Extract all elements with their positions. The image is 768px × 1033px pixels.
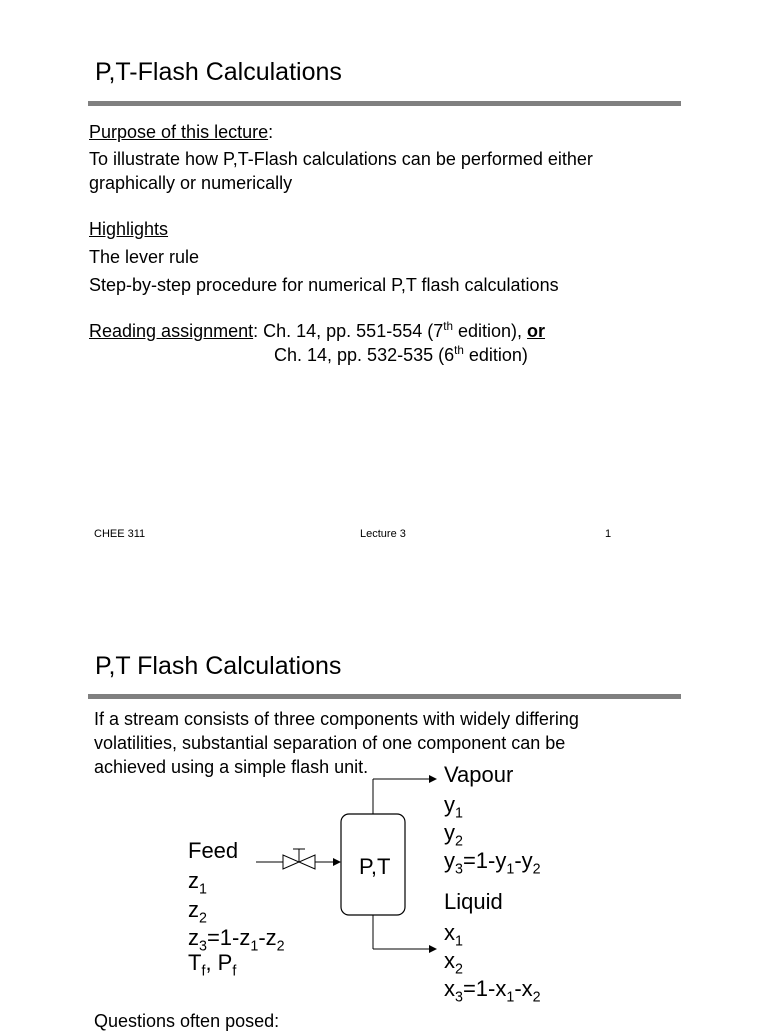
ordinal-sup: th [454,344,464,357]
highlight-item: Step-by-step procedure for numerical P,T flash calculations [89,275,559,295]
feed-z3: $z_3=1-z_1-z_2$ [188,925,285,955]
questions-text: Questions often posed: [94,1011,280,1031]
liquid-x2: $x_2$ [444,948,463,978]
footer-page-number: 1 [605,528,612,540]
feed-conditions: $T_f$, $P_f$ [188,950,237,980]
unit-label: P,T [359,854,391,879]
ordinal-sup: th [443,320,453,333]
intro-line-3: achieved using a simple flash unit. [94,757,369,777]
footer-course: CHEE 311 [94,528,146,540]
liquid-x3: $x_3=1-x_1-x_2$ [444,976,541,1006]
reading-ref-2: Ch. 14, pp. 532-535 (6 [274,345,455,365]
feed-z1: $z_1$ [188,868,207,898]
vapour-label: Vapour [444,762,514,787]
vapour-outlet-arrow [373,779,436,814]
or-word: or [527,321,546,341]
vapour-y2: $y_2$ [444,820,463,850]
slide-1-title: P,T-Flash Calculations [95,58,342,86]
slide-2-title: P,T Flash Calculations [95,652,342,680]
vapour-y3: $y_3=1-y_1-y_2$ [444,848,541,878]
feed-z2: $z_2$ [188,897,207,927]
reading-ref-1: : Ch. 14, pp. 551-554 (7 [253,321,444,341]
footer-lecture: Lecture 3 [360,528,406,540]
reading-heading: Reading assignment [89,321,254,341]
liquid-x1: $x_1$ [444,920,463,950]
liquid-outlet-arrow [373,915,436,949]
reading-ref-1-end: edition), [452,321,528,341]
valve-icon [283,849,315,869]
purpose-heading: Purpose of this lecture [89,122,269,142]
purpose-text-line-1: To illustrate how P,T-Flash calculations can be performed either [89,149,593,169]
purpose-colon: : [268,122,274,142]
vapour-y1: $y_1$ [444,792,463,822]
highlight-item: The lever rule [89,247,200,267]
highlights-heading: Highlights [89,219,169,239]
purpose-text-line-2: graphically or numerically [89,173,293,193]
reading-ref-2-end: edition) [463,345,528,365]
feed-label: Feed [188,838,239,863]
intro-line-1: If a stream consists of three components with widely differing [94,709,579,729]
liquid-label: Liquid [444,889,503,914]
intro-line-2: volatilities, substantial separation of one component can be [94,733,566,753]
